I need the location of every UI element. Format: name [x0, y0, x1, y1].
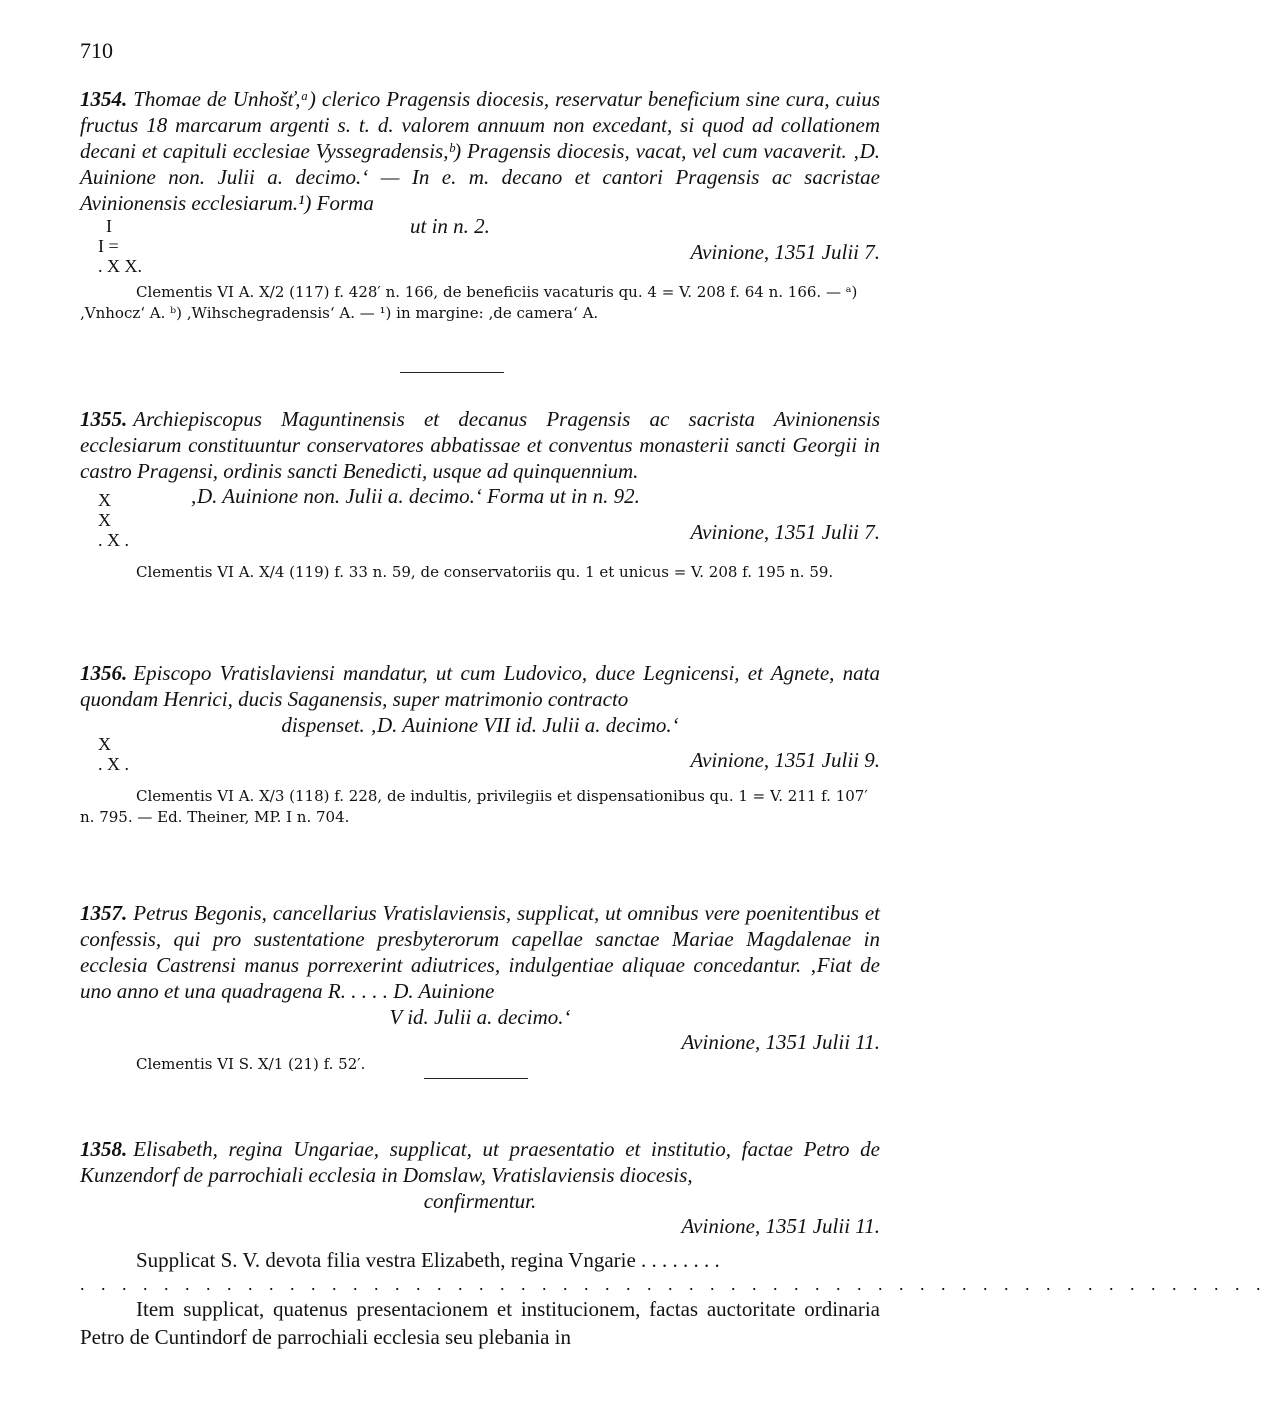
entry-text: Episcopo Vratislaviensi mandatur, ut cum Ludovico, duce Legnicensi, et Agnete, nata quondam Henrici, ducis Saganensis, super matrimonio contracto: [80, 661, 880, 711]
supplication-text: Supplicat S. V. devota filia vestra Elizabeth, regina Vngarie . . . . . . . .: [136, 1248, 720, 1272]
forma-line: ‚D. Auinione non. Julii a. decimo.‘ Forma ut in n. 92.: [190, 484, 640, 508]
entry-1356: [80, 660, 880, 828]
entry-number: 1355.: [80, 407, 128, 431]
separator-rule: [424, 1078, 528, 1079]
forma-line: ut in n. 2.: [410, 214, 490, 238]
footnote: Clementis VI A. X/2 (117) f. 428′ n. 166, de beneficiis vacaturis qu. 4 = V. 208 f. 64 n. 166. — ᵃ) ‚Vnhocz‘ A. ᵇ) ‚Wihschegradensis‘ A. — ¹) in margine: ‚de camera‘ A.: [80, 283, 858, 322]
page-number: 710: [80, 38, 113, 63]
entry-number: 1356.: [80, 661, 128, 685]
separator-rule: [400, 372, 504, 373]
entry-1354: [80, 86, 880, 324]
entry-text: Thomae de Unhošť,ᵃ) clerico Pragensis diocesis, reservatur beneficium sine cura, cuius fructus 18 marcarum argenti s. t. d. valorem annuum non excedant, si quod ad collationem decani et capituli ecclesiae Vyssegradensis,ᵇ) Pragensis diocesis, vacat, vel cum vacaverit. ‚D. Auinione non. Julii a. decimo.‘ — In e. m. decano et cantori Pragensis ac sacristae Avinionensis ecclesiarum.¹) Forma: [80, 87, 880, 215]
dateline: Avinione, 1351 Julii 11.: [681, 1214, 880, 1238]
ellipsis-line: . . . . . . . . . . . . . . . . . . . . . . . . . . . . . . . . . . . . . . . . . . . . . . . . . . . . . . . . .: [80, 1274, 1267, 1294]
dateline: Avinione, 1351 Julii 11.: [681, 1030, 880, 1054]
forma-line: V id. Julii a. decimo.‘: [389, 1005, 571, 1029]
entry-number: 1357.: [80, 901, 128, 925]
chancery-marks: I I = . X X.: [98, 216, 142, 276]
entry-1357: [80, 900, 880, 1074]
dateline: Avinione, 1351 Julii 7.: [690, 520, 880, 544]
footnote: Clementis VI A. X/4 (119) f. 33 n. 59, de conservatoriis qu. 1 et unicus = V. 208 f. 195 n. 59.: [136, 563, 834, 581]
forma-line: confirmentur.: [423, 1189, 537, 1213]
entry-1355: [80, 406, 880, 583]
entry-text: Petrus Begonis, cancellarius Vratislaviensis, supplicat, ut omnibus vere poenitentibus et confessis, qui pro sustentatione presbyterorum capellae sanctae Mariae Magdalenae in ecclesia Castrensi manus porrexerint adiutrices, indulgentiae aliquae concedantur. ‚Fiat de uno anno et una quadragena R. . . . . D. Auinione: [80, 901, 880, 1003]
chancery-marks: X . X .: [98, 734, 129, 774]
footnote: Clementis VI S. X/1 (21) f. 52′.: [136, 1055, 366, 1073]
chancery-marks: X X . X .: [98, 490, 129, 550]
supplication-text: Item supplicat, quatenus presentacionem et institucionem, factas auctoritate ordinaria Petro de Cuntindorf de parrochiali ecclesia seu plebania in: [80, 1297, 880, 1349]
entry-text: Elisabeth, regina Ungariae, supplicat, ut praesentatio et institutio, factae Petro de Kunzendorf de parrochiali ecclesia in Domslaw, Vratislaviensis diocesis,: [80, 1137, 880, 1187]
footnote: Clementis VI A. X/3 (118) f. 228, de indultis, privilegiis et dispensationibus qu. 1 = V. 211 f. 107′ n. 795. — Ed. Theiner, MP. I n. 704.: [80, 787, 868, 826]
entry-number: 1354.: [80, 87, 128, 111]
entry-text: Archiepiscopus Maguntinensis et decanus Pragensis ac sacrista Avinionensis ecclesiarum constituuntur conservatores abbatissae et conventus monasterii sancti Georgii in castro Pragensi, ordinis sancti Benedicti, usque ad quinquennium.: [80, 407, 880, 483]
entry-1358: [80, 1136, 1267, 1351]
dateline: Avinione, 1351 Julii 9.: [690, 748, 880, 772]
dateline: Avinione, 1351 Julii 7.: [690, 240, 880, 264]
entry-number: 1358.: [80, 1137, 128, 1161]
forma-line: dispenset. ‚D. Auinione VII id. Julii a. decimo.‘: [281, 713, 679, 737]
